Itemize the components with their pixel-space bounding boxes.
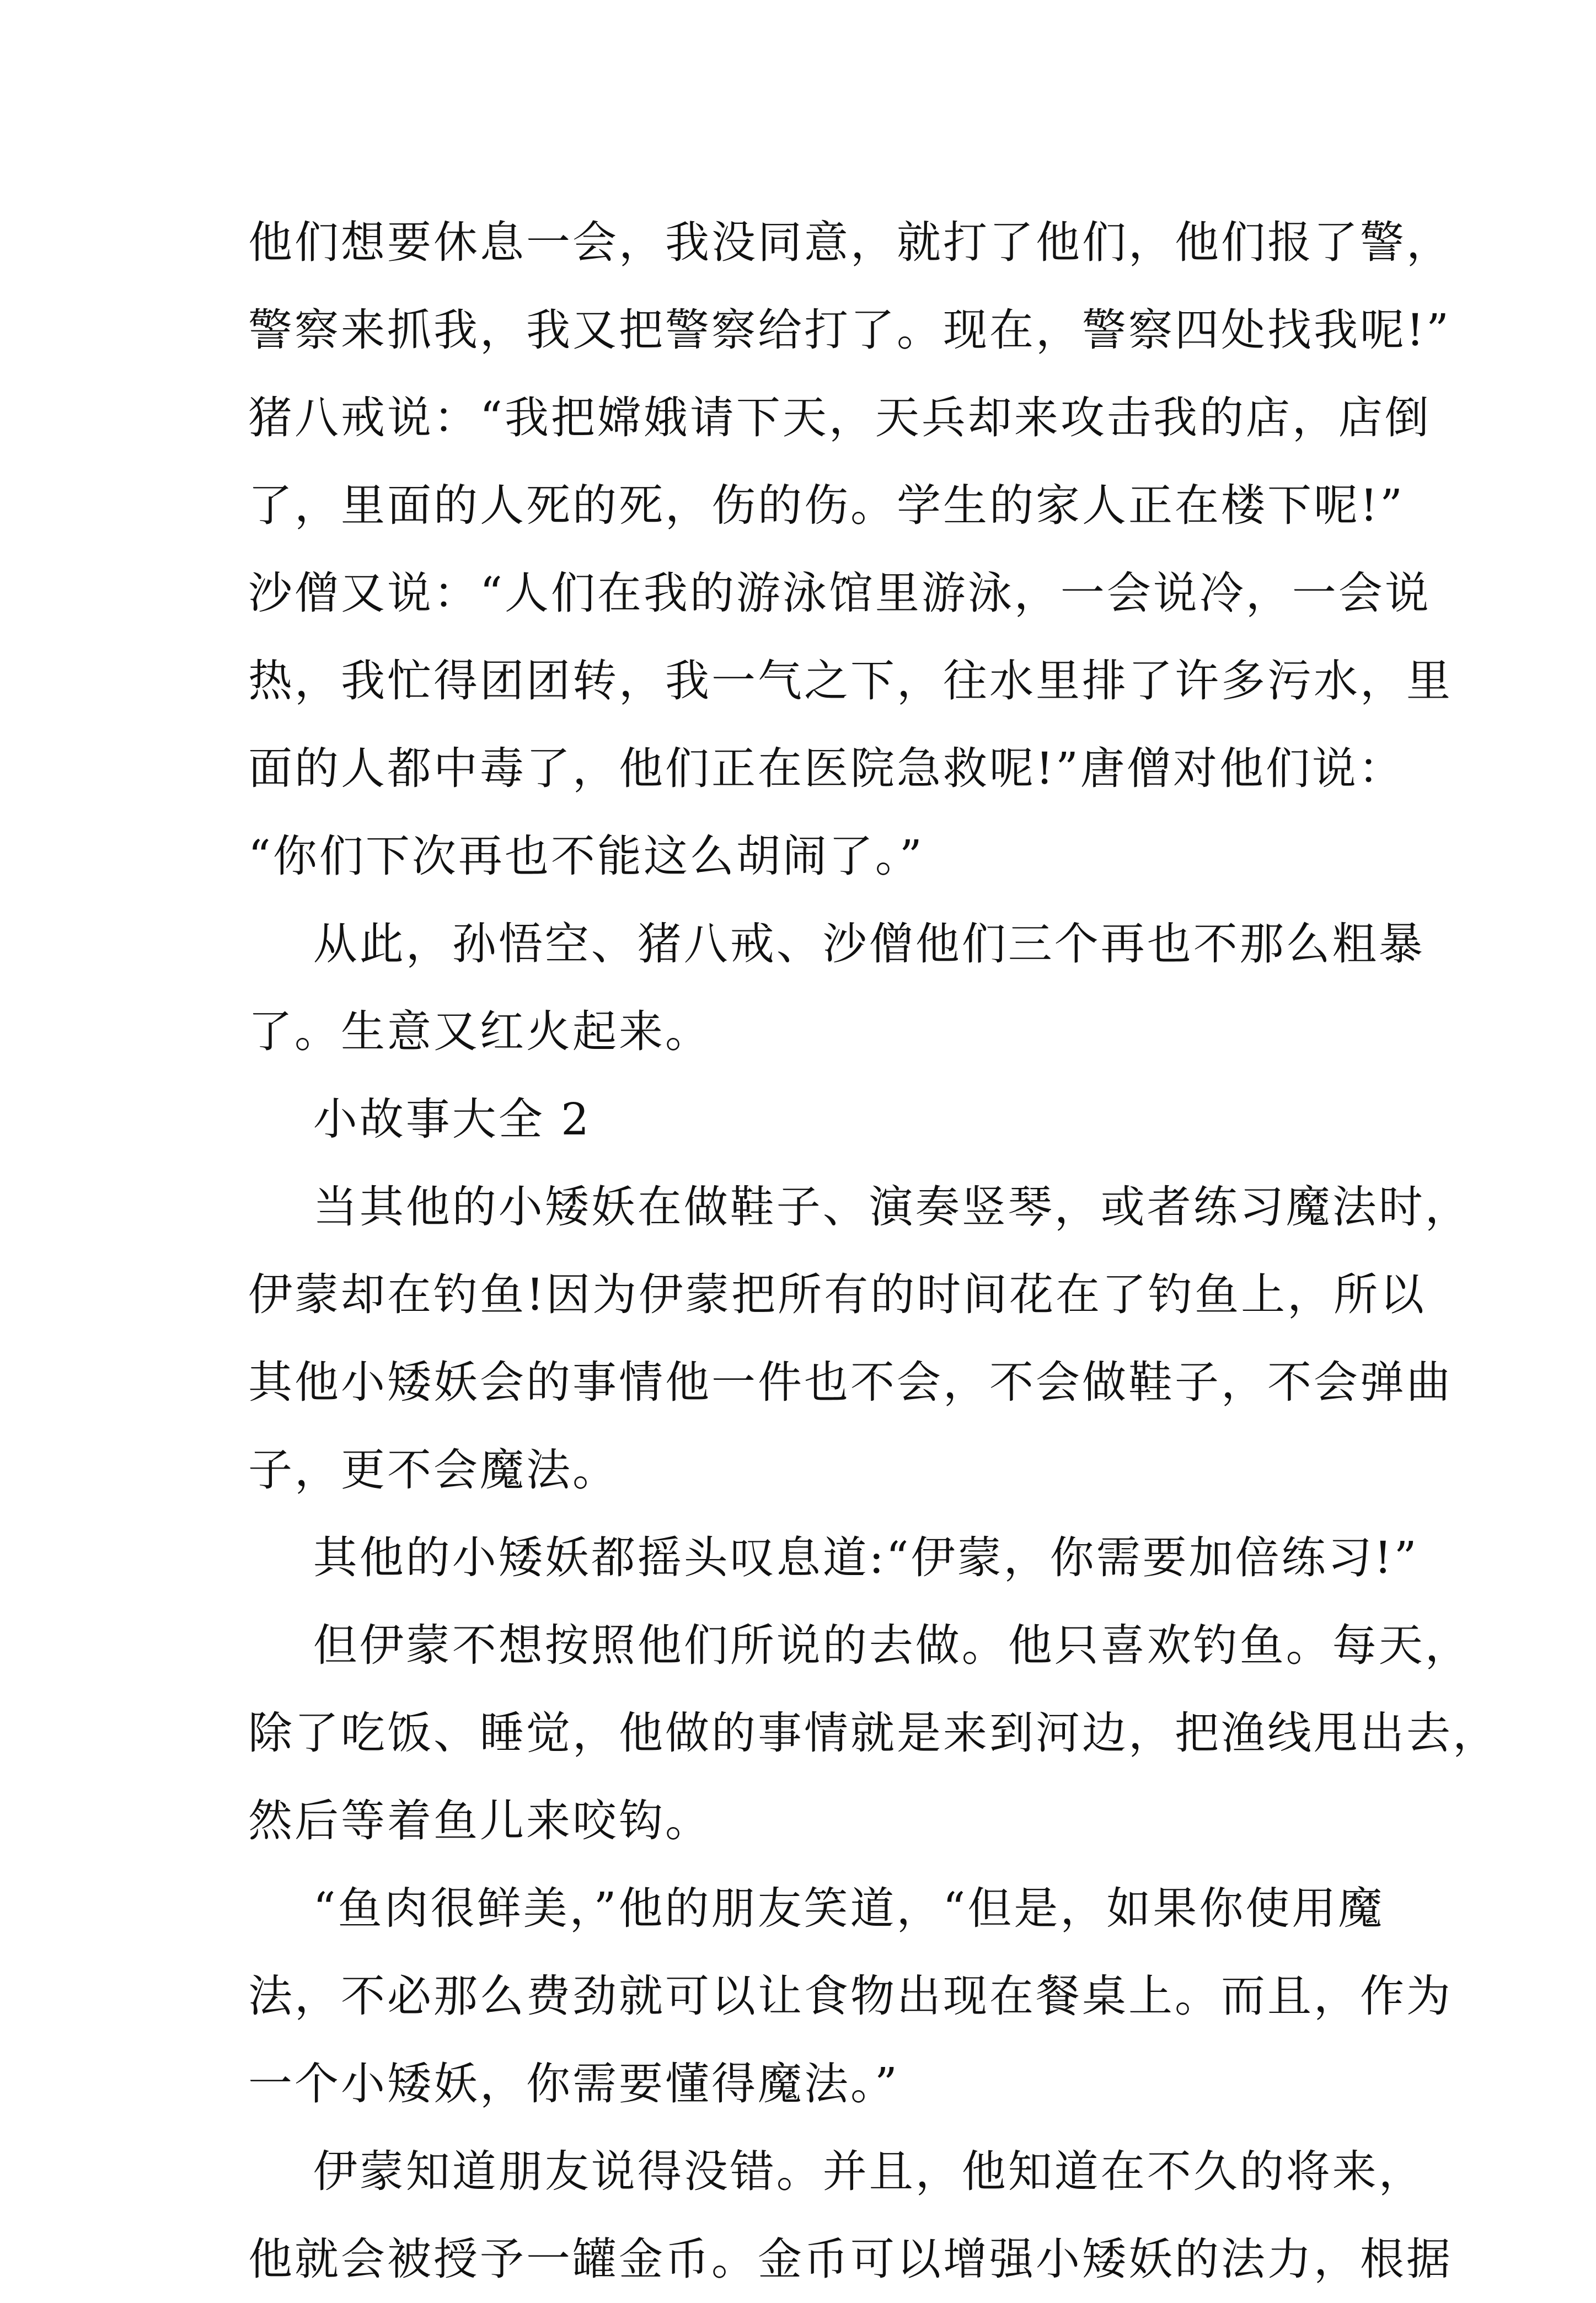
text-line: 一个小矮妖，你需要懂得魔法。”	[248, 2058, 899, 2109]
text-line: 子，更不会魔法。	[248, 1444, 619, 1496]
text-line: 警察来抓我，我又把警察给打了。现在，警察四处找我呢!”	[248, 304, 1452, 356]
text-line: 但伊蒙不想按照他们所说的去做。他只喜欢钓鱼。每天，	[248, 1620, 1471, 1671]
text-line: 其他小矮妖会的事情他一件也不会，不会做鞋子，不会弹曲	[248, 1357, 1453, 1408]
text-line: “鱼肉很鲜美，”他的朋友笑道，“但是，如果你使用魔	[248, 1883, 1385, 1934]
text-line: 从此，孙悟空、猪八戒、沙僧他们三个再也不那么粗暴	[248, 918, 1425, 970]
text-line: 然后等着鱼儿来咬钩。	[248, 1795, 711, 1846]
text-line: 面的人都中毒了，他们正在医院急救呢!”唐僧对他们说：	[248, 743, 1405, 794]
text-line: “你们下次再也不能这么胡闹了。”	[248, 831, 924, 882]
body-text	[248, 199, 1499, 2303]
text-line: 热，我忙得团团转，我一气之下，往水里排了许多污水，里	[248, 655, 1453, 706]
text-line: 当其他的小矮妖在做鞋子、演奏竖琴，或者练习魔法时，	[248, 1181, 1471, 1233]
text-line: 其他的小矮妖都摇头叹息道:“伊蒙，你需要加倍练习!”	[248, 1532, 1419, 1583]
text-line: 除了吃饭、睡觉，他做的事情就是来到河边，把渔线甩出去，	[248, 1707, 1499, 1759]
text-line: 猪八戒说：“我把嫦娥请下天，天兵却来攻击我的店，店倒	[248, 392, 1431, 443]
text-line: 沙僧又说：“人们在我的游泳馆里游泳，一会说冷，一会说	[248, 567, 1431, 619]
text-line: 伊蒙却在钓鱼!因为伊蒙把所有的时间花在了钓鱼上，所以	[248, 1269, 1427, 1320]
text-line: 法，不必那么费劲就可以让食物出现在餐桌上。而且，作为	[248, 1970, 1453, 2022]
text-line: 他们想要休息一会，我没同意，就打了他们，他们报了警，	[248, 217, 1453, 268]
text-line: 了，里面的人死的死，伤的伤。学生的家人正在楼下呢!”	[248, 480, 1405, 531]
section-heading: 小故事大全 2	[248, 1094, 592, 1145]
text-line: 伊蒙知道朋友说得没错。并且，他知道在不久的将来，	[248, 2146, 1425, 2197]
text-line: 了。生意又红火起来。	[248, 1006, 711, 1057]
text-line: 他就会被授予一罐金币。金币可以增强小矮妖的法力，根据	[248, 2234, 1453, 2285]
